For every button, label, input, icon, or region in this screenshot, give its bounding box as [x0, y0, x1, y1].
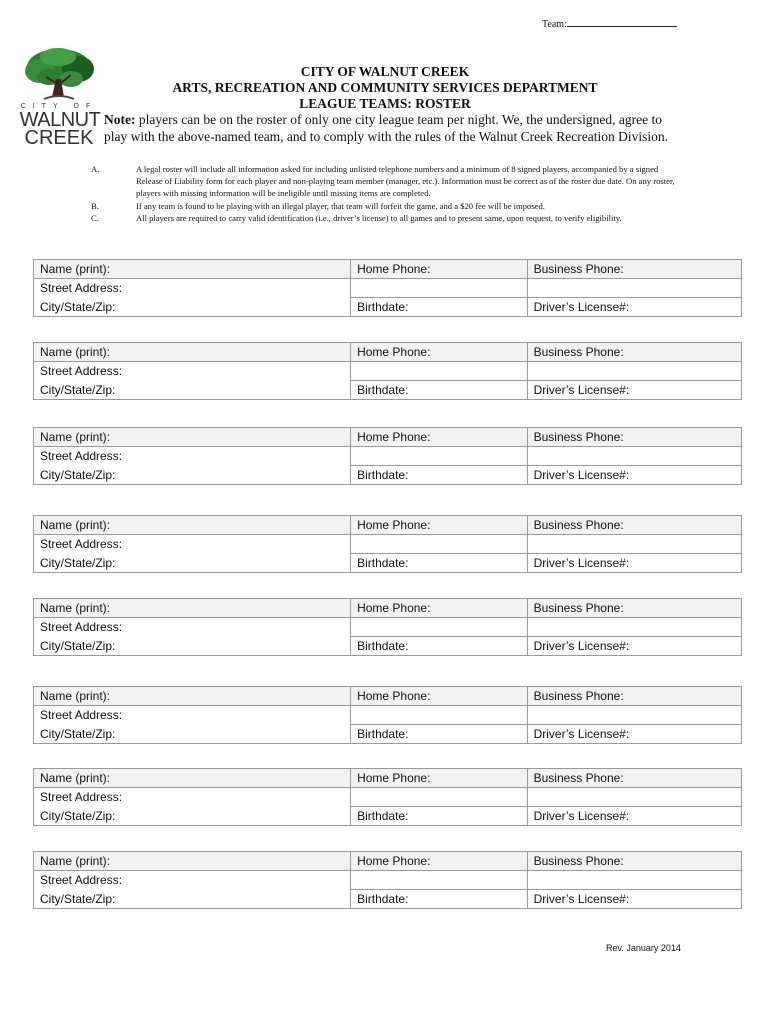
drivers-license-field[interactable]: Driver’s License#: — [527, 807, 741, 826]
name-field[interactable]: Name (print): — [34, 428, 351, 447]
business-phone-field[interactable]: Business Phone: — [527, 343, 741, 362]
birthdate-field[interactable]: Birthdate: — [351, 637, 528, 656]
business-phone-field[interactable]: Business Phone: — [527, 428, 741, 447]
birthdate-field[interactable]: Birthdate: — [351, 807, 528, 826]
rule-item — [88, 212, 678, 224]
empty-cell — [527, 535, 741, 554]
player-entry — [33, 342, 742, 400]
note-text: players can be on the roster of only one city league team per night. We, the undersigned, agree to play with the above-named team, and to comply with the rules of the Walnut Creek Recreation Division. — [104, 112, 669, 144]
drivers-license-field[interactable]: Driver’s License#: — [527, 725, 741, 744]
team-field — [542, 17, 677, 30]
home-phone-field[interactable]: Home Phone: — [351, 260, 528, 279]
empty-cell — [527, 871, 741, 890]
business-phone-field[interactable]: Business Phone: — [527, 687, 741, 706]
birthdate-field[interactable]: Birthdate: — [351, 725, 528, 744]
name-field[interactable]: Name (print): — [34, 343, 351, 362]
player-entry — [33, 686, 742, 744]
street-address-field[interactable]: Street Address: — [34, 447, 351, 466]
name-field[interactable]: Name (print): — [34, 599, 351, 618]
drivers-license-field[interactable]: Driver’s License#: — [527, 298, 741, 317]
city-state-zip-field[interactable]: City/State/Zip: — [34, 725, 351, 744]
logo-name-line2: CREEK — [24, 127, 94, 149]
street-address-field[interactable]: Street Address: — [34, 279, 351, 298]
city-state-zip-field[interactable]: City/State/Zip: — [34, 298, 351, 317]
empty-cell — [351, 362, 528, 381]
street-address-field[interactable]: Street Address: — [34, 362, 351, 381]
business-phone-field[interactable]: Business Phone: — [527, 852, 741, 871]
empty-cell — [527, 706, 741, 725]
drivers-license-field[interactable]: Driver’s License#: — [527, 890, 741, 909]
city-state-zip-field[interactable]: City/State/Zip: — [34, 381, 351, 400]
street-address-field[interactable]: Street Address: — [34, 618, 351, 637]
note-label: Note: — [104, 112, 136, 127]
logo-name-line1: WALNUT — [19, 109, 101, 131]
player-entry — [33, 598, 742, 656]
rule-text: If any team is found to be playing with an illegal player, that team will forfeit the game, and a $20 fee will be imposed. — [136, 200, 545, 211]
rule-item — [88, 163, 678, 200]
business-phone-field[interactable]: Business Phone: — [527, 769, 741, 788]
empty-cell — [527, 362, 741, 381]
page-header — [100, 64, 670, 112]
empty-cell — [351, 447, 528, 466]
city-logo — [16, 45, 102, 149]
street-address-field[interactable]: Street Address: — [34, 706, 351, 725]
empty-cell — [351, 618, 528, 637]
home-phone-field[interactable]: Home Phone: — [351, 769, 528, 788]
rule-letter: B. — [91, 200, 99, 211]
name-field[interactable]: Name (print): — [34, 516, 351, 535]
street-address-field[interactable]: Street Address: — [34, 871, 351, 890]
name-field[interactable]: Name (print): — [34, 852, 351, 871]
team-input-line[interactable] — [567, 17, 677, 27]
drivers-license-field[interactable]: Driver’s License#: — [527, 637, 741, 656]
player-entry — [33, 768, 742, 826]
empty-cell — [351, 788, 528, 807]
player-entry — [33, 515, 742, 573]
city-state-zip-field[interactable]: City/State/Zip: — [34, 637, 351, 656]
player-entry — [33, 427, 742, 485]
street-address-field[interactable]: Street Address: — [34, 535, 351, 554]
note-paragraph — [104, 112, 674, 145]
header-line2: ARTS, RECREATION AND COMMUNITY SERVICES DEPARTMENT — [172, 80, 598, 95]
rule-item — [88, 200, 678, 212]
header-line3: LEAGUE TEAMS: ROSTER — [299, 96, 471, 111]
player-entry — [33, 851, 742, 909]
empty-cell — [351, 279, 528, 298]
street-address-field[interactable]: Street Address: — [34, 788, 351, 807]
home-phone-field[interactable]: Home Phone: — [351, 516, 528, 535]
drivers-license-field[interactable]: Driver’s License#: — [527, 466, 741, 485]
city-state-zip-field[interactable]: City/State/Zip: — [34, 466, 351, 485]
rule-letter: A. — [91, 164, 100, 174]
rules-list — [88, 163, 678, 224]
empty-cell — [351, 706, 528, 725]
rule-letter: C. — [91, 212, 99, 223]
birthdate-field[interactable]: Birthdate: — [351, 554, 528, 573]
home-phone-field[interactable]: Home Phone: — [351, 343, 528, 362]
empty-cell — [527, 279, 741, 298]
drivers-license-field[interactable]: Driver’s License#: — [527, 554, 741, 573]
birthdate-field[interactable]: Birthdate: — [351, 298, 528, 317]
birthdate-field[interactable]: Birthdate: — [351, 381, 528, 400]
rule-text: All players are required to carry valid identification (i.e., driver’s license) to all games and to present same, upon request, to verify eligibility. — [136, 212, 622, 223]
home-phone-field[interactable]: Home Phone: — [351, 428, 528, 447]
empty-cell — [351, 535, 528, 554]
business-phone-field[interactable]: Business Phone: — [527, 260, 741, 279]
empty-cell — [527, 788, 741, 807]
player-entry — [33, 259, 742, 317]
empty-cell — [351, 871, 528, 890]
city-state-zip-field[interactable]: City/State/Zip: — [34, 807, 351, 826]
empty-cell — [527, 618, 741, 637]
home-phone-field[interactable]: Home Phone: — [351, 852, 528, 871]
header-line1: CITY OF WALNUT CREEK — [300, 64, 470, 79]
city-state-zip-field[interactable]: City/State/Zip: — [34, 890, 351, 909]
home-phone-field[interactable]: Home Phone: — [351, 687, 528, 706]
business-phone-field[interactable]: Business Phone: — [527, 516, 741, 535]
birthdate-field[interactable]: Birthdate: — [351, 466, 528, 485]
business-phone-field[interactable]: Business Phone: — [527, 599, 741, 618]
rule-text: A legal roster will include all information asked for including unlisted telephone numbers and a minimum of 8 signed players, accompanied by a signed Release of Liability form for each player and non-playing team member (manager, etc.). Information must be correct as of the roster due date. On any roster, players with missing information will be ineligible until missing items are completed. — [136, 164, 675, 199]
home-phone-field[interactable]: Home Phone: — [351, 599, 528, 618]
birthdate-field[interactable]: Birthdate: — [351, 890, 528, 909]
logo-top-text: CITY OF — [20, 103, 98, 110]
name-field[interactable]: Name (print): — [34, 260, 351, 279]
name-field[interactable]: Name (print): — [34, 769, 351, 788]
empty-cell — [527, 447, 741, 466]
team-label: Team: — [542, 19, 567, 30]
revision-date: Rev. January 2014 — [606, 943, 681, 953]
drivers-license-field[interactable]: Driver’s License#: — [527, 381, 741, 400]
city-state-zip-field[interactable]: City/State/Zip: — [34, 554, 351, 573]
name-field[interactable]: Name (print): — [34, 687, 351, 706]
